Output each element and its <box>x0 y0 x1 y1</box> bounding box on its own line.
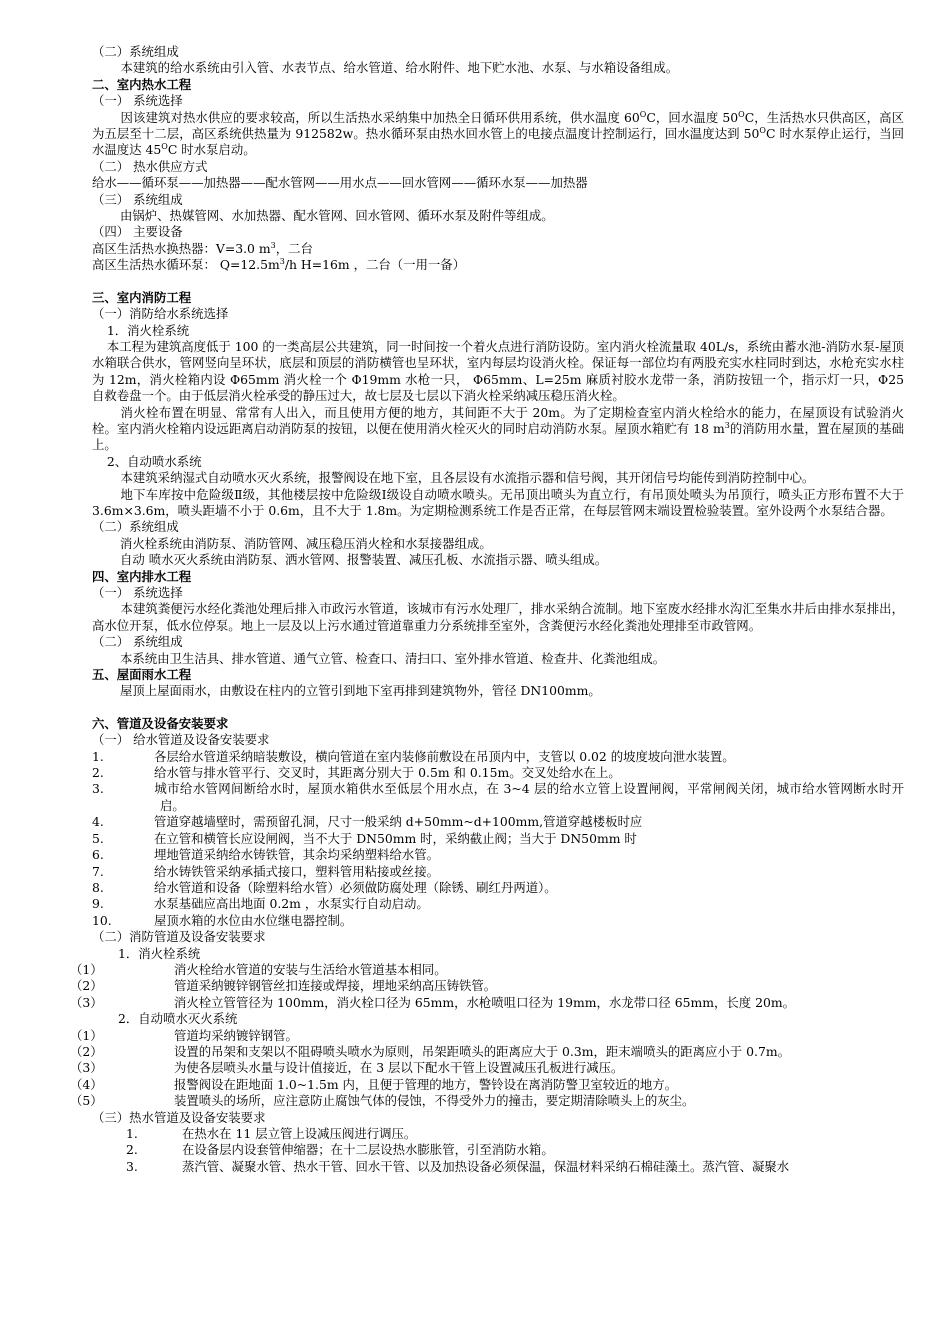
list-text: 消火栓立管管径为 100mm，消火栓口径为 65mm，水枪喷咀口径为 19mm，水龙带口径 65mm，长度 20m。 <box>174 994 796 1010</box>
s6-list3 <box>70 1027 904 1110</box>
s4-sub2-heading: （二） 系统组成 <box>92 634 183 650</box>
s1-sub2-heading: （二）系统组成 <box>92 44 179 59</box>
list-item <box>92 896 904 912</box>
s1-sub2-text: 本建筑的给水系统由引入管、水表节点、给水管道、给水附件、地下贮水池、水泵、与水箱设备组成。 <box>120 60 679 76</box>
list-item <box>70 1043 904 1060</box>
list-number: 2. <box>92 765 104 781</box>
s3-p2 <box>92 405 904 454</box>
s6-list4 <box>92 1126 904 1175</box>
s3-sub2-heading: （二）系统组成 <box>92 519 179 535</box>
list-text: 消火栓给水管道的安装与生活给水管道基本相同。 <box>174 961 447 977</box>
s2-sub3-heading: （三） 系统组成 <box>92 191 183 207</box>
text-run: C 时水泵启动。 <box>167 142 256 158</box>
text-run: 高区生活热水换热器：V=3.0 m <box>92 240 271 256</box>
s3-heading: 三、室内消防工程 <box>92 289 192 305</box>
text-run: ，二台 <box>275 240 313 256</box>
s6-heading: 六、管道及设备安装要求 <box>92 715 229 731</box>
s2-sub2-heading: （二） 热水供应方式 <box>92 158 208 174</box>
list-item <box>126 1158 904 1175</box>
list-number: （1） <box>70 961 103 977</box>
list-number: 7. <box>92 863 104 879</box>
s5-heading: 五、屋面雨水工程 <box>92 667 192 683</box>
list-text: 给水管与排水管平行、交叉时，其距离分别大于 0.5m 和 0.15m。交叉处给水在上。 <box>154 765 621 781</box>
list-item <box>92 814 904 830</box>
s3-item1-heading: 1．消火栓系统 <box>106 322 190 338</box>
s3-sub2-line1: 消火栓系统由消防泵、消防管网、减压稳压消火栓和水泵接器组成。 <box>120 535 492 551</box>
s3-sub2-line2: 自动 喷水灭火系统由消防泵、洒水管网、报警装置、减压孔板、水流指示器、喷头组成。 <box>120 552 608 568</box>
list-text: 在设备层内设套管伸缩器；在十二层设热水膨胀管，引至消防水箱。 <box>182 1142 554 1158</box>
s4-heading: 四、室内排水工程 <box>92 568 192 584</box>
s3-p1: 本工程为建筑高度低于 100 的一类高层公共建筑，同一时间按一个着火点进行消防设防。室内消火栓流量取 40L/s，系统由蓄水池-消防水泵-屋顶水箱联合供水，管网竖向呈环状，底层和顶层的消防横管也呈环状，室内每层均设消火栓。保证每一部位均有两股充实水柱同时到达，水枪充实水柱为 12m，消火栓箱内设 Φ65mm 消火栓一个 Φ19mm 水枪一只， Φ65mm、L=25m 麻质衬胶水龙带一条，消防按钮一个，指示灯一只，Φ25 自救卷盘一个。由于低层消火栓承受的静压过大，故七层及七层以下消火栓采纳减压稳压消火栓。 <box>92 338 904 404</box>
s6-list1 <box>92 749 904 929</box>
superscript: O <box>161 142 168 152</box>
list-text: 各层给水管道采纳暗装敷设，横向管道在室内装修前敷设在吊顶内中，支管以 0.02 的坡度坡向泄水装置。 <box>154 748 735 764</box>
list-text: 管道均采纳镀锌钢管。 <box>174 1027 298 1043</box>
s4-p1: 本建筑粪便污水经化粪池处理后排入市政污水管道，该城市有污水处理厂，排水采纳合流制。地下室废水经排水沟汇至集水井后由排水泵排出，高水位开泵，低水位停泵。地上一层及以上污水通过管道靠重力分系统排至室外，含粪便污水经化粪池处理排至市政管网。 <box>92 601 904 633</box>
list-number: 5. <box>92 830 104 846</box>
list-item <box>92 765 904 781</box>
list-number: （2） <box>70 1043 103 1059</box>
s3-sub1-heading: （一）消防给水系统选择 <box>92 306 229 322</box>
list-text: 在立管和横管长应设闸阀，当不大于 DN50mm 时，采纳截止阀；当大于 DN50mm 时 <box>154 830 637 846</box>
spacer <box>92 700 904 716</box>
s6-sub2-item2-heading: 2．自动喷水灭火系统 <box>118 1011 238 1027</box>
s3-p4: 地下车库按中危险级Ⅱ级，其他楼层按中危险级Ⅰ级设自动喷水喷头。无吊顶出喷头为直立行，有吊顶处喷头为吊顶行，喷头正方形布置不大于 3.6m×3.6m，喷头距墙不小于 0.6m，且不大于 1.8m。为定期检测系统工作是否正常，在每层管网末端设置检验装置。室外设两个水泵结合器。 <box>92 486 904 518</box>
list-item <box>70 1027 904 1044</box>
superscript: O <box>738 109 745 119</box>
list-item <box>70 1093 904 1109</box>
list-item <box>70 994 904 1011</box>
superscript: 3 <box>270 240 276 250</box>
s4-p2: 本系统由卫生洁具、排水管道、通气立管、检查口、清扫口、室外排水管道、检查井、化粪池组成。 <box>120 650 666 666</box>
list-text: 给水铸铁管采纳承插式接口，塑料管用粘接或丝接。 <box>154 863 439 879</box>
text-run: C，生活热水只供高区，高区为五层至十二层，高区系统供热量为 912582w。热水循环泵由热水回水管上的电接点温度计控制运行，回水温度达到 50 <box>92 109 904 142</box>
list-text: 管道采纳镀锌钢管丝扣连接或焊接，埋地采纳高压铸铁管。 <box>174 978 497 994</box>
s6-sub2-item1-heading: 1．消火栓系统 <box>118 945 201 961</box>
list-item <box>70 1060 904 1076</box>
list-number: 3. <box>92 781 104 797</box>
s6-sub3-heading: （三）热水管道及设备安装要求 <box>92 1109 266 1125</box>
list-number: 10. <box>92 912 112 928</box>
superscript: O <box>759 126 766 136</box>
list-text: 装置喷头的场所，应注意防止腐蚀气体的侵蚀，不得受外力的撞击，要定期清除喷头上的灰尘。 <box>174 1093 695 1109</box>
list-item <box>92 781 904 814</box>
s6-sub1-heading: （一） 给水管道及设备安装要求 <box>92 732 270 748</box>
text-run: C 时水泵停止运行，当回水温度达 45 <box>92 126 904 158</box>
list-item <box>92 912 904 929</box>
text-run: /h H=16m ，二台（一用一备） <box>284 257 466 273</box>
list-item <box>70 961 904 978</box>
list-number: （3） <box>70 1060 103 1076</box>
list-text: 在热水在 11 层立管上设减压阀进行调压。 <box>182 1126 417 1141</box>
text-run: C，回水温度 50 <box>646 109 739 125</box>
list-item <box>126 1126 904 1142</box>
list-text: 埋地管道采纳给水铸铁管，其余均采纳塑料给水管。 <box>154 847 439 863</box>
list-item <box>92 748 904 765</box>
list-item <box>92 879 904 896</box>
list-item <box>92 863 904 880</box>
s6-list2 <box>70 961 904 1011</box>
list-item <box>70 1076 904 1093</box>
text-run: 因该建筑对热水供应的要求较高，所以生活热水采纳集中加热全日循环供用系统，供水温度 60 <box>120 109 640 125</box>
list-number: 3. <box>126 1158 138 1174</box>
list-number: 9. <box>92 896 104 912</box>
superscript: 3 <box>724 420 730 430</box>
list-text: 城市给水管网间断给水时，屋顶水箱供水至低层个用水点，在 3~4 层的给水立管上设置闸阀，平常闸阀关闭，城市给水管网断水时开启。 <box>154 781 904 813</box>
s2-sub1-heading: （一） 系统选择 <box>92 93 183 109</box>
list-text: 给水管道和设备（除塑料给水管）必须做防腐处理（除锈、刷红丹两道）。 <box>154 879 557 895</box>
list-item <box>92 830 904 847</box>
list-text: 水泵基础应高出地面 0.2m ，水泵实行自动启动。 <box>154 896 429 912</box>
list-text: 设置的吊架和支架以不阻碍喷头喷水为原则，吊架距喷头的距离应大于 0.3m，距末端喷头的距离应小于 0.7m。 <box>174 1043 790 1059</box>
list-number: 1. <box>126 1126 138 1141</box>
list-number: （2） <box>70 978 103 994</box>
s2-equip-1 <box>92 241 904 257</box>
list-number: 4. <box>92 814 104 830</box>
list-text: 为使各层喷头水量与设计值接近，在 3 层以下配水干管上设置减压孔板进行减压。 <box>174 1060 624 1076</box>
s2-equip-2 <box>92 257 904 273</box>
list-number: （3） <box>70 994 103 1010</box>
list-item <box>92 847 904 863</box>
s3-item2-heading: 2、自动喷水系统 <box>106 453 202 469</box>
list-number: 2. <box>126 1142 138 1158</box>
list-number: （1） <box>70 1027 103 1043</box>
s2-sub1-text <box>92 110 904 159</box>
superscript: 3 <box>279 257 285 267</box>
list-text: 管道穿越墙壁时，需预留孔洞，尺寸一般采纳 d+50mm~d+100mm,管道穿越楼板时应 <box>154 814 643 830</box>
s2-heading: 二、室内热水工程 <box>92 76 192 92</box>
list-number: （5） <box>70 1093 103 1109</box>
text-run: 高区生活热水循环泵： Q=12.5m <box>92 257 280 273</box>
s4-sub1-heading: （一） 系统选择 <box>92 585 183 600</box>
list-number: 6. <box>92 847 104 863</box>
list-text: 蒸汽管、凝聚水管、热水干管、回水干管、以及加热设备必须保温，保温材料采纳石棉硅藻土。蒸汽管、凝聚水 <box>182 1158 790 1174</box>
s6-sub2-heading: （二）消防管道及设备安装要求 <box>92 929 266 945</box>
list-text: 屋顶水箱的水位由水位继电器控制。 <box>154 912 353 928</box>
list-number: 1. <box>92 748 104 764</box>
s2-sub2-text: 给水——循环泵——加热器——配水管网——用水点——回水管网——循环水泵——加热器 <box>92 175 588 191</box>
list-item <box>126 1142 904 1158</box>
text-run: 的消防用水量，置在屋顶的基础上。 <box>92 420 904 453</box>
list-number: 8. <box>92 879 104 895</box>
s5-p1: 屋顶上屋面雨水，由敷设在柱内的立管引到地下室再排到建筑物外，管径 DN100mm。 <box>120 683 601 699</box>
list-text: 报警阀设在距地面 1.0~1.5m 内，且便于管理的地方，警铃设在离消防警卫室较近的地方。 <box>174 1076 678 1092</box>
list-number: （4） <box>70 1076 103 1092</box>
superscript: O <box>639 109 647 119</box>
s2-sub4-heading: （四） 主要设备 <box>92 224 183 240</box>
s2-sub3-text: 由锅炉、热媒管网、水加热器、配水管网、回水管网、循环水泵及附件等组成。 <box>120 208 554 224</box>
s3-p3: 本建筑采纳湿式自动喷水灭火系统，报警阀设在地下室，且各层设有水流指示器和信号阀，其开闭信号均能传到消防控制中心。 <box>120 470 815 486</box>
spacer <box>92 274 904 290</box>
list-item <box>70 978 904 994</box>
text-run: 消火栓布置在明显、常常有人出入，而且使用方便的地方，其间距不大于 20m。为了定期检查室内消火栓给水的能力，在屋顶设有试验消火栓。室内消火栓箱内设远距离启动消防泵的按钮，以便在使用消火栓灭火的同时启动消防水泵。屋顶水箱贮有 18 m <box>92 404 904 436</box>
